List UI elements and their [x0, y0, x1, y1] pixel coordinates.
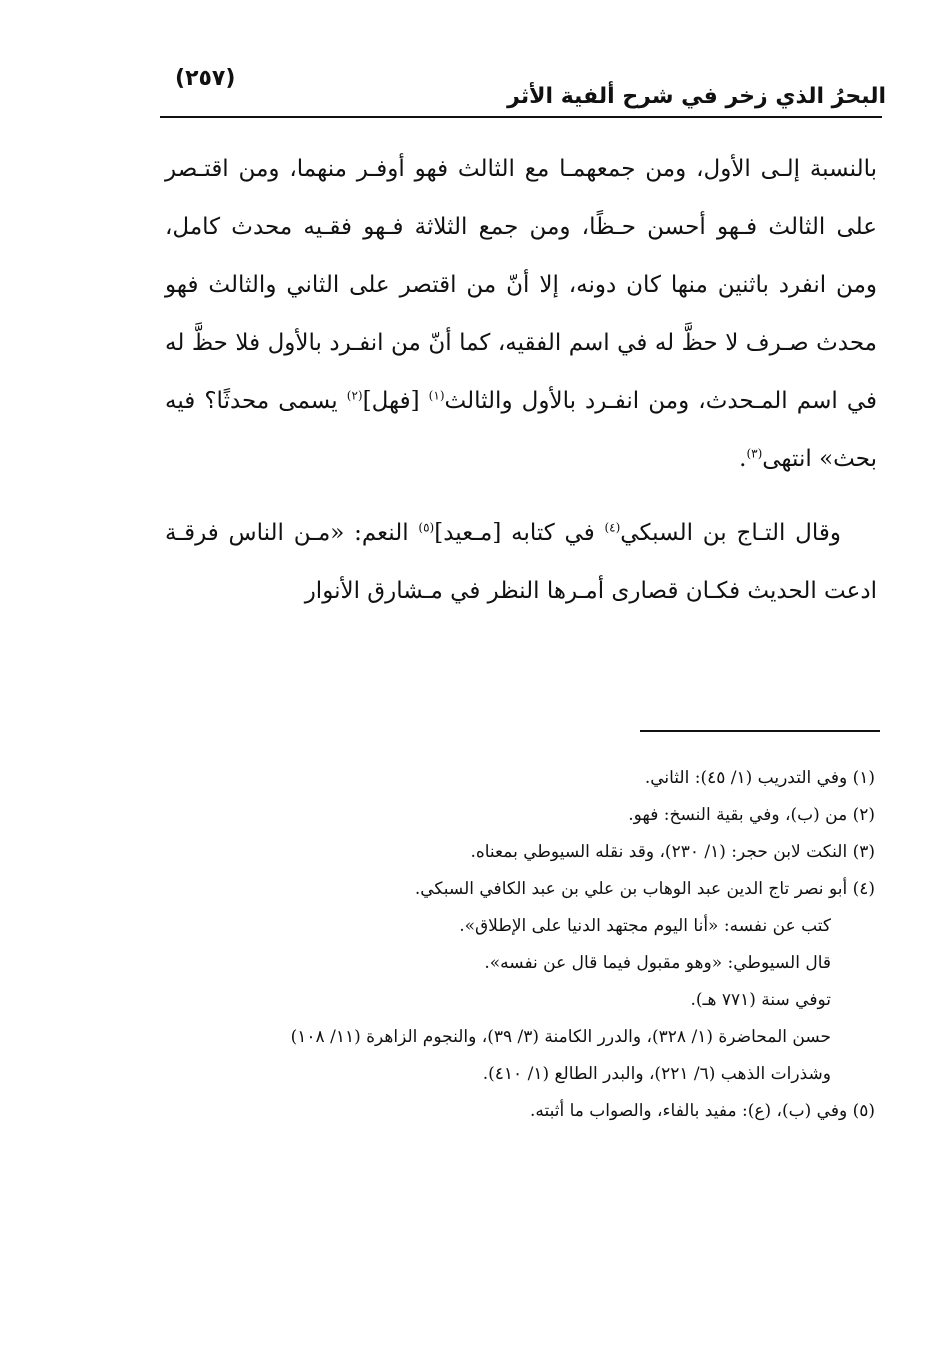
footnote-marker-4: (٤) [604, 520, 621, 535]
paragraph-1-text-c: يسمى محدثًا؟ فيه بحث» انتهى [165, 388, 877, 472]
paragraph-1 [165, 140, 877, 488]
footnote-marker-2: (٢) [346, 388, 363, 403]
paragraph-2-text-a: وقال التـاج بن السبكي [620, 520, 842, 546]
footnote-4-line-3: قال السيوطي: «وهو مقبول فيما قال عن نفسه». [484, 953, 831, 973]
paragraph-2-text-b: في كتابه [مـعيد] [434, 520, 605, 546]
paragraph-1-text-a: بالنسبة إلـى الأول، ومن جمعهمـا مع الثالث فهو أوفـر منهما، ومن اقتـصر على الثالث فـهو أحسن حـظًا، ومن جمع الثلاثة فـهو فقـيه محدث كامل، ومن انفرد باثنين منها كان دونه، إلا أنّ من اقتصر على الثاني والثالث فهو محدث صـرف لا حظَّ له في اسم الفقيه، كما أنّ من انفـرد بالأول فلا حظَّ له في اسم المـحدث، ومن انفـرد بالأول والثالث [165, 156, 878, 414]
page-number: (٢٥٧) [175, 66, 236, 91]
paragraph-1-text-b: [فهل] [362, 388, 429, 414]
paragraph-2-text-c: النعم: «مـن الناس فرقـة ادعت الحديث فكـان قصارى أمـرها النظر في مـشارق الأنوار [165, 520, 877, 604]
main-text [165, 140, 877, 620]
footnote-4-line-6: وشذرات الذهب (٦/ ٢٢١)، والبدر الطالع (١/ ٤١٠). [482, 1064, 831, 1084]
footnote-marker-5: (٥) [418, 520, 435, 535]
footnote-2: (٢) من (ب)، وفي بقية النسخ: فهو. [628, 805, 875, 825]
paragraph-2 [165, 504, 877, 620]
paragraph-1-text-d: . [739, 446, 747, 472]
footnote-marker-3: (٣) [746, 446, 763, 461]
footnote-4-line-5: حسن المحاضرة (١/ ٣٢٨)، والدرر الكامنة (٣/ ٣٩)، والنجوم الزاهرة (١١/ ١٠٨) [290, 1027, 831, 1047]
footnotes [150, 760, 875, 1130]
footnote-5: (٥) وفي (ب)، (ع): مفيد بالفاء، والصواب ما أثبته. [529, 1101, 875, 1121]
footnote-3: (٣) النكت لابن حجر: (١/ ٢٣٠)، وقد نقله السيوطي بمعناه. [470, 842, 875, 862]
running-header-title: البحرُ الذي زخر في شرح ألفية الأثر [507, 84, 886, 109]
footnote-divider [640, 730, 880, 732]
footnote-1: (١) وفي التدريب (١/ ٤٥): الثاني. [644, 768, 875, 788]
footnote-4: (٤) أبو نصر تاج الدين عبد الوهاب بن علي بن عبد الكافي السبكي. [414, 879, 875, 899]
footnote-4-line-4: توفي سنة (٧٧١ هـ). [690, 990, 831, 1010]
header-divider [160, 116, 882, 118]
footnote-marker-1: (١) [428, 388, 445, 403]
footnote-4-line-2: كتب عن نفسه: «أنا اليوم مجتهد الدنيا على الإطلاق». [459, 916, 831, 936]
